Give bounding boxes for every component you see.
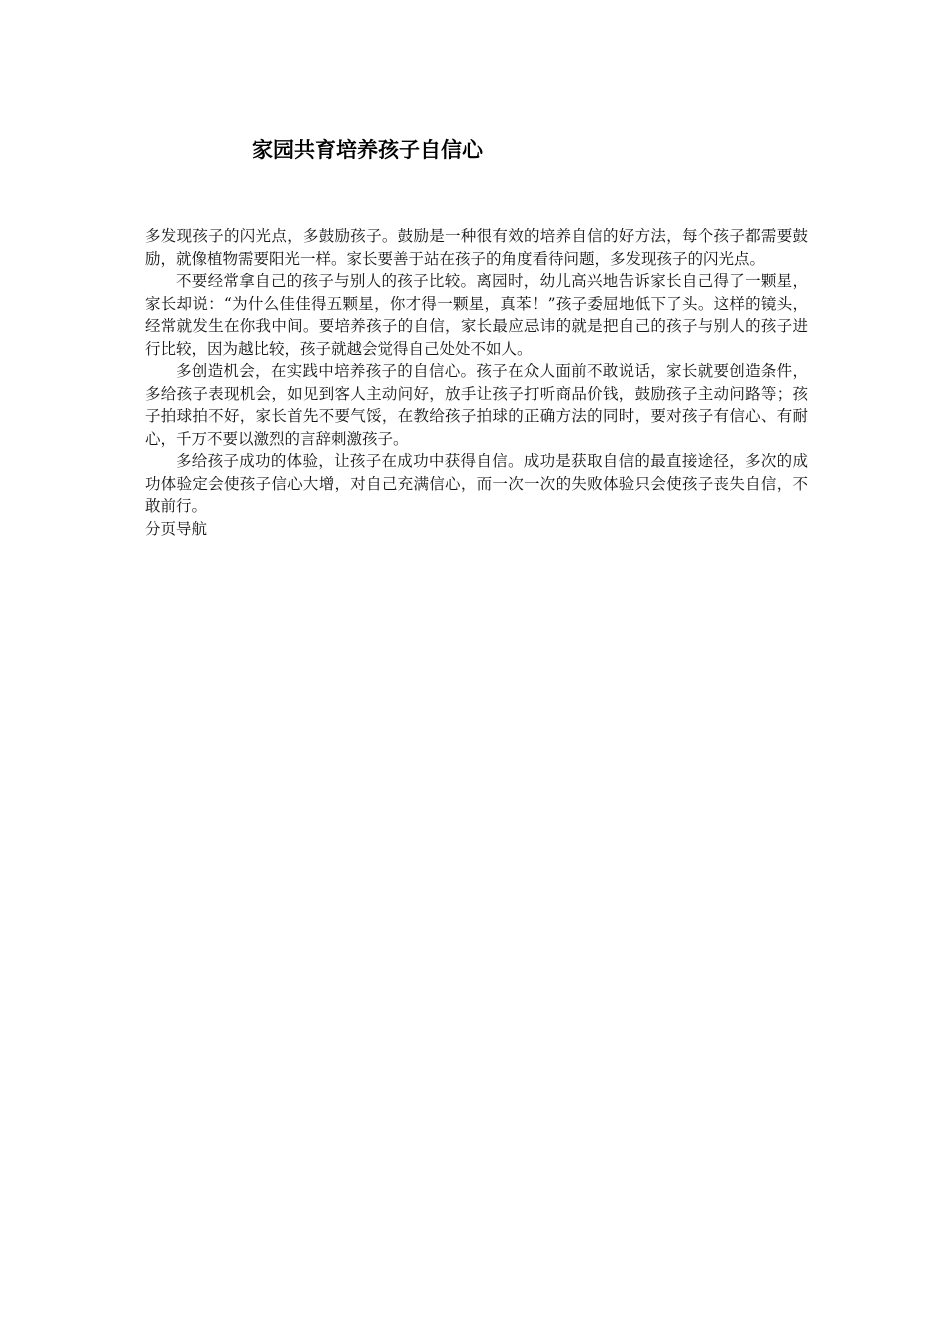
paragraph-3: 多创造机会，在实践中培养孩子的自信心。孩子在众人面前不敢说话，家长就要创造条件，多给孩子表现机会，如见到客人主动问好，放手让孩子打听商品价钱，鼓励孩子主动问路等；孩子拍球拍不好，家长首先不要气馁，在教给孩子拍球的正确方法的同时，要对孩子有信心、有耐心，千万不要以激烈的言辞刺激孩子。 xyxy=(145,362,808,448)
document-body xyxy=(145,225,808,540)
pagination-nav-link[interactable]: 分页导航 xyxy=(145,519,208,538)
paragraph-4: 多给孩子成功的体验，让孩子在成功中获得自信。成功是获取自信的最直接途径，多次的成功体验定会使孩子信心大增，对自己充满信心，而一次一次的失败体验只会使孩子丧失自信，不敢前行。 xyxy=(145,452,808,515)
document-title: 家园共育培养孩子自信心 xyxy=(252,138,483,162)
paragraph-1: 多发现孩子的闪光点，多鼓励孩子。鼓励是一种很有效的培养自信的好方法，每个孩子都需要鼓励，就像植物需要阳光一样。家长要善于站在孩子的角度看待问题，多发现孩子的闪光点。 xyxy=(145,227,808,268)
paragraph-2: 不要经常拿自己的孩子与别人的孩子比较。离园时，幼儿高兴地告诉家长自己得了一颗星，家长却说：“为什么佳佳得五颗星，你才得一颗星，真苯！”孩子委屈地低下了头。这样的镜头，经常就发生在你我中间。要培养孩子的自信，家长最应忌讳的就是把自己的孩子与别人的孩子进行比较，因为越比较，孩子就越会觉得自己处处不如人。 xyxy=(145,272,808,358)
